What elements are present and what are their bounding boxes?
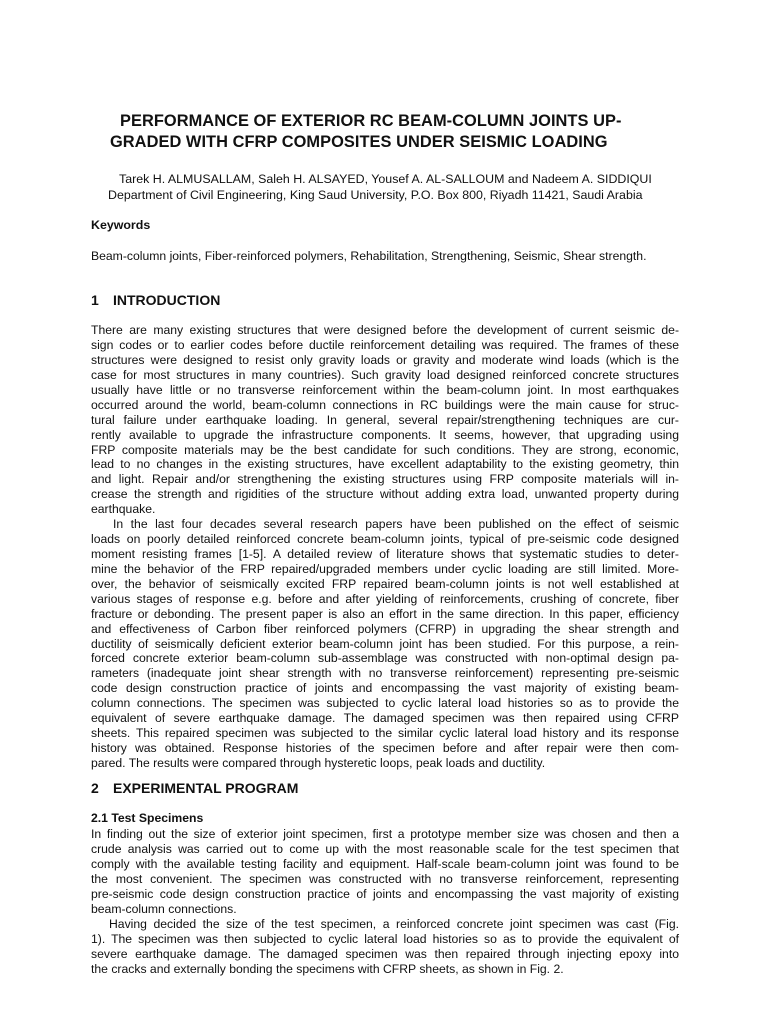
text-line: severe earthquake damage. The damaged specimen was then repaired through injecting epoxy into	[91, 946, 679, 961]
text-line: occurred around the world, beam-column connections in RC buildings were the main cause for struc-	[91, 397, 679, 412]
text-line: over, the behavior of seismically excited FRP repaired beam-column joints is not well established at	[91, 576, 679, 591]
text-line: ductility of seismically deficient exterior beam-column joint has been studied. For this purpose, a rein-	[91, 636, 679, 651]
text-line: FRP composite materials may be the best candidate for such conditions. They are strong, economic,	[91, 442, 679, 457]
text-line: pared. The results were compared through hysteretic loops, peak loads and ductility.	[91, 756, 546, 770]
text-line: forced concrete exterior beam-column sub-assemblage was constructed with non-optimal design pa-	[91, 651, 679, 666]
paragraph-intro-2	[91, 517, 679, 771]
text-line: rameters (inadequate joint shear strength with no transverse reinforcement) representing pre-seismic	[91, 666, 679, 681]
text-line: mine the behavior of the FRP repaired/upgraded members under cyclic loading are still limited. More-	[91, 561, 679, 576]
text-line: code design construction practice of joints and encompassing the vast majority of existing beam-	[91, 681, 679, 696]
text-line: structures were designed to resist only gravity loads or gravity and moderate wind loads (which is the	[91, 352, 679, 367]
author-names: Tarek H. ALMUSALLAM, Saleh H. ALSAYED, Yousef A. AL-SALLOUM and Nadeem A. SIDDIQUI	[119, 172, 652, 186]
text-line: fracture or debonding. The present paper is also an effort in the same direction. In this paper, efficiency	[91, 606, 679, 621]
section-title: INTRODUCTION	[113, 292, 221, 308]
keywords-text: Beam-column joints, Fiber-reinforced polymers, Rehabilitation, Strengthening, Seismic, Shear strength.	[91, 249, 647, 263]
text-line: In the last four decades several research papers have been published on the effect of seismic	[113, 517, 679, 531]
text-line: earthquake.	[91, 502, 156, 517]
paragraph-specimens-2	[91, 917, 679, 977]
text-line: history was obtained. Response histories of the specimen before and after repair were then com-	[91, 741, 679, 756]
text-line: case for most structures in many countries). Such gravity load designed reinforced concrete structures	[91, 367, 679, 382]
text-line: the cracks and externally bonding the specimens with CFRP sheets, as shown in Fig. 2.	[91, 961, 564, 976]
paragraph-intro-1	[91, 323, 679, 517]
text-line: In finding out the size of exterior joint specimen, first a prototype member size was chosen and then a	[91, 827, 679, 841]
section-heading-experimental-program	[91, 780, 298, 796]
text-line: lead to no changes in the existing structures, have excellent adaptability to the existing geometry, thin	[91, 457, 679, 472]
text-line: various stages of response e.g. before and after yielding of reinforcements, crushing of concrete, fiber	[91, 591, 679, 606]
paragraph-specimens-1	[91, 827, 679, 917]
title-line-1: PERFORMANCE OF EXTERIOR RC BEAM-COLUMN JOINTS UP-	[120, 112, 622, 130]
text-line: moment resisting frames [1-5]. A detailed review of literature shows that systematic studies to deter-	[91, 546, 679, 561]
title-line-2: GRADED WITH CFRP COMPOSITES UNDER SEISMIC LOADING	[110, 133, 608, 151]
section-number: 2	[91, 780, 99, 796]
text-line: crude analysis was carried out to come up with the most reasonable scale for the test specimen that	[91, 841, 679, 856]
text-line: There are many existing structures that were designed before the development of current seismic de-	[91, 323, 679, 337]
section-heading-introduction	[91, 292, 220, 308]
text-line: the most convenient. The specimen was constructed with no transverse reinforcement, representing	[91, 871, 679, 886]
keywords-heading: Keywords	[91, 218, 151, 232]
text-line: pre-seismic code design construction practice of joints and encompassing the vast majority of existing	[91, 886, 679, 901]
text-line: usually have little or no transverse reinforcement within the beam-column joint. In most earthquakes	[91, 382, 679, 397]
text-line: and effectiveness of Carbon fiber reinforced polymers (CFRP) in upgrading the shear strength and	[91, 621, 679, 636]
text-line: rently available to upgrade the infrastructure components. It seems, however, that upgrading using	[91, 427, 679, 442]
text-line: sheets. This repaired specimen was subjected to the similar cyclic lateral load history and its response	[91, 726, 679, 741]
text-line: sign codes or to earlier codes before ductile reinforcement detailing was required. The frames of these	[91, 337, 679, 352]
subsection-heading-test-specimens: 2.1 Test Specimens	[91, 811, 204, 825]
author-affiliation: Department of Civil Engineering, King Saud University, P.O. Box 800, Riyadh 11421, Saudi Arabia	[108, 188, 643, 202]
text-line: 1). The specimen was then subjected to cyclic lateral load histories so as to provide the equivalent of	[91, 931, 679, 946]
text-line: and light. Repair and/or strengthening the existing structures using FRP composite materials will in-	[91, 472, 679, 487]
text-line: Having decided the size of the test specimen, a reinforced concrete joint specimen was cast (Fig.	[109, 917, 679, 931]
text-line: crease the strength and rigidities of the structure without adding extra load, unwanted property during	[91, 487, 679, 502]
paper-title	[98, 111, 698, 153]
section-title: EXPERIMENTAL PROGRAM	[113, 780, 299, 796]
author-block	[108, 171, 708, 203]
section-number: 1	[91, 292, 99, 308]
text-line: tural failure under earthquake loading. In general, several repair/strengthening techniques are cur-	[91, 412, 679, 427]
text-line: comply with the available testing facility and equipment. Half-scale beam-column joint was found to be	[91, 856, 679, 871]
text-line: loads on poorly detailed reinforced concrete beam-column joints, typical of pre-seismic code designed	[91, 531, 679, 546]
text-line: beam-column connections.	[91, 901, 237, 916]
text-line: equivalent of severe earthquake damage. The damaged specimen was then repaired using CFRP	[91, 711, 679, 726]
text-line: column connections. The specimen was subjected to cyclic lateral load histories so as to provide the	[91, 696, 679, 711]
